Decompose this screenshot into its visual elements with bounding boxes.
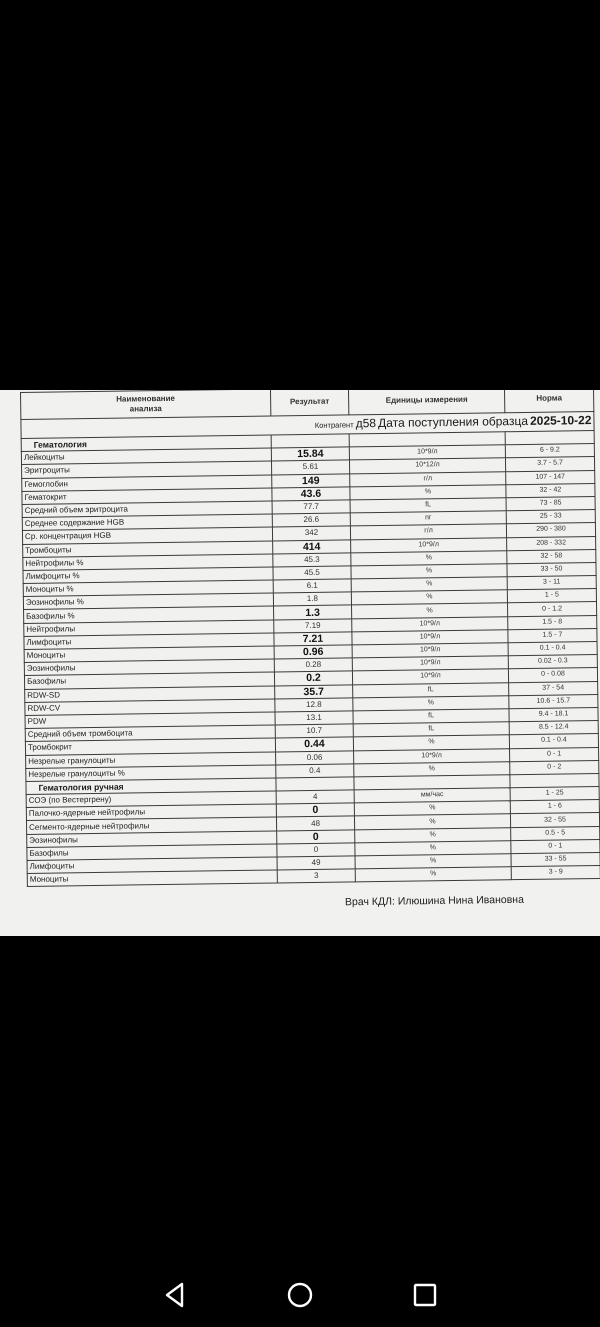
test-result: 48 (276, 816, 354, 830)
test-unit: % (353, 695, 509, 710)
test-unit: % (351, 577, 507, 592)
test-name: Базофилы % (24, 606, 274, 623)
test-norm: 3.7 - 5.7 (505, 457, 594, 471)
test-norm: 37 - 54 (509, 681, 598, 695)
test-name: Лимфоциты % (23, 567, 273, 584)
test-norm: 0 - 0.08 (508, 668, 597, 682)
test-result: 15.84 (271, 447, 349, 461)
recents-icon (410, 1280, 440, 1310)
test-unit: 10*9/л (352, 643, 508, 658)
test-name: Базофилы (27, 844, 277, 861)
test-norm: 8.5 - 12.4 (509, 721, 598, 735)
test-unit: % (355, 827, 511, 842)
lab-report-sheet (20, 390, 600, 887)
test-norm: 0.1 - 0.4 (509, 734, 598, 748)
test-result: 342 (272, 526, 350, 540)
test-unit: 10*9/л (349, 445, 505, 460)
test-result: 1.3 (274, 605, 352, 619)
test-result: 0.44 (275, 737, 353, 751)
test-unit: fL (353, 722, 509, 737)
test-unit: % (354, 761, 510, 776)
test-result: 13.1 (275, 711, 353, 725)
test-norm: 208 - 332 (507, 536, 596, 550)
test-unit: % (351, 564, 507, 579)
test-result: 6.1 (273, 579, 351, 593)
col-norm-header: Норма (504, 390, 593, 413)
col-name-header: Наименование анализа (21, 390, 271, 419)
test-unit: г/л (350, 524, 506, 539)
test-norm: 32 - 55 (510, 813, 599, 827)
test-unit: % (353, 735, 509, 750)
test-result: 0.4 (276, 764, 354, 778)
test-norm: 1 - 25 (510, 787, 599, 801)
contractor-code: д58 (355, 416, 377, 431)
test-result: 45.5 (273, 566, 351, 580)
test-name: Гемоглобин (22, 475, 272, 492)
contractor-label: Контрагент (314, 420, 354, 430)
test-unit: 10*9/л (354, 748, 510, 763)
test-name: Нейтрофилы % (23, 554, 273, 571)
doctor-signature: Врач КДЛ: Илюшина Нина Ивановна (344, 893, 524, 909)
test-name: Незрелые гранулоциты (26, 751, 276, 768)
lab-report-photo (0, 390, 600, 936)
section-title: Гематология ручная (26, 778, 276, 795)
test-result: 4 (276, 790, 354, 804)
test-unit: 10*9/л (352, 630, 508, 645)
test-norm: 3 - 9 (511, 866, 600, 880)
test-name: Лейкоциты (21, 448, 271, 465)
test-name: Базофилы (24, 672, 274, 689)
test-unit: fL (353, 709, 509, 724)
test-norm: 0 - 1 (511, 839, 600, 853)
test-norm: 1 - 6 (510, 800, 599, 814)
test-norm: 1 - 5 (507, 589, 596, 603)
test-unit: % (352, 603, 508, 618)
recents-button[interactable] (410, 1280, 440, 1310)
test-unit: мм/час (354, 788, 510, 803)
test-name: Незрелые гранулоциты % (26, 765, 276, 782)
test-norm: 1.5 - 7 (508, 628, 597, 642)
test-result: 5.61 (271, 460, 349, 474)
test-norm: 32 - 42 (506, 483, 595, 497)
test-unit: % (355, 841, 511, 856)
test-name: Эозинофилы (24, 659, 274, 676)
test-unit: % (350, 484, 506, 499)
test-result: 3 (277, 869, 355, 883)
test-norm: 33 - 50 (507, 562, 596, 576)
test-name: Средний объем эритроцита (22, 501, 272, 518)
test-result: 12.8 (275, 698, 353, 712)
test-result: 0.06 (276, 750, 354, 764)
android-nav-bar (0, 1262, 600, 1327)
test-norm: 25 - 33 (506, 510, 595, 524)
test-name: Палочко-ядерные нейтрофилы (26, 804, 276, 821)
test-name: Моноциты % (23, 580, 273, 597)
test-norm: 107 - 147 (506, 470, 595, 484)
test-name: Нейтрофилы (24, 620, 274, 637)
test-unit: 10*12/л (349, 458, 505, 473)
test-name: Гематокрит (22, 488, 272, 505)
test-name: Эозинофилы % (23, 593, 273, 610)
back-button[interactable] (160, 1280, 190, 1310)
test-unit: % (354, 801, 510, 816)
test-result: 35.7 (275, 684, 353, 698)
test-name: Тромбоциты (23, 540, 273, 557)
test-norm: 0.02 - 0.3 (508, 655, 597, 669)
test-result: 0 (277, 829, 355, 843)
test-result: 0 (277, 843, 355, 857)
test-result: 149 (272, 473, 350, 487)
test-result: 43.6 (272, 487, 350, 501)
test-result: 45.3 (273, 553, 351, 567)
sample-date: 2025-10-22 (529, 413, 592, 428)
test-name: PDW (25, 712, 275, 729)
col-result-header: Результат (270, 390, 348, 416)
test-unit: 10*9/л (351, 537, 507, 552)
test-unit: fL (350, 498, 506, 513)
test-result: 0.96 (274, 645, 352, 659)
test-name: RDW-SD (25, 686, 275, 703)
test-result: 10.7 (275, 724, 353, 738)
test-name: RDW-CV (25, 699, 275, 716)
test-unit: % (355, 854, 511, 869)
results-table (20, 390, 600, 887)
test-norm: 0.1 - 0.4 (508, 641, 597, 655)
home-icon (285, 1280, 315, 1310)
test-norm: 290 - 380 (506, 523, 595, 537)
test-unit: % (351, 550, 507, 565)
test-name: Сегменто-ядерные нейтрофилы (26, 817, 276, 834)
test-result: 0.28 (274, 658, 352, 672)
test-result: 0 (276, 803, 354, 817)
test-name: Ср. концентрация HGB (22, 527, 272, 544)
test-norm: 10.6 - 15.7 (509, 694, 598, 708)
test-name: Моноциты (24, 646, 274, 663)
test-name: СОЭ (по Вестергрену) (26, 791, 276, 808)
test-name: Лимфоциты (27, 857, 277, 874)
test-name: Эритроциты (22, 461, 272, 478)
test-unit: 10*9/л (352, 656, 508, 671)
test-result: 26.6 (272, 513, 350, 527)
test-result: 49 (277, 856, 355, 870)
test-unit: % (355, 867, 511, 882)
test-result: 77.7 (272, 500, 350, 514)
test-norm: 33 - 55 (511, 852, 600, 866)
test-unit: 10*9/л (352, 616, 508, 631)
test-norm: 3 - 11 (507, 576, 596, 590)
section-title: Гематология (21, 435, 271, 452)
test-name: Тромбокрит (25, 738, 275, 755)
test-unit: г/л (350, 471, 506, 486)
back-icon (160, 1280, 190, 1310)
test-norm: 9.4 - 18.1 (509, 707, 598, 721)
test-norm: 0.5 - 5 (511, 826, 600, 840)
test-norm: 0 - 1 (510, 747, 599, 761)
test-norm: 32 - 58 (507, 549, 596, 563)
test-norm: 73 - 85 (506, 496, 595, 510)
test-unit: пг (350, 511, 506, 526)
test-result: 1.8 (273, 592, 351, 606)
test-result: 0.2 (274, 671, 352, 685)
test-norm: 1.5 - 8 (508, 615, 597, 629)
test-unit: fL (353, 682, 509, 697)
test-unit: % (354, 814, 510, 829)
test-name: Моноциты (27, 870, 277, 887)
test-unit: 10*9/л (352, 669, 508, 684)
test-norm: 6 - 9.2 (505, 444, 594, 458)
test-norm: 0 - 1.2 (507, 602, 596, 616)
test-result: 7.21 (274, 632, 352, 646)
test-name: Лимфоциты (24, 633, 274, 650)
test-name: Среднее содержание HGB (22, 514, 272, 531)
test-result: 414 (273, 539, 351, 553)
col-units-header: Единицы измерения (348, 390, 504, 415)
date-label: Дата поступления образца (378, 413, 529, 431)
test-result: 7.19 (274, 619, 352, 633)
test-name: Средний объем тромбоцита (25, 725, 275, 742)
test-unit: % (351, 590, 507, 605)
home-button[interactable] (285, 1280, 315, 1310)
test-norm: 0 - 2 (510, 760, 599, 774)
test-name: Эозинофилы (27, 831, 277, 848)
